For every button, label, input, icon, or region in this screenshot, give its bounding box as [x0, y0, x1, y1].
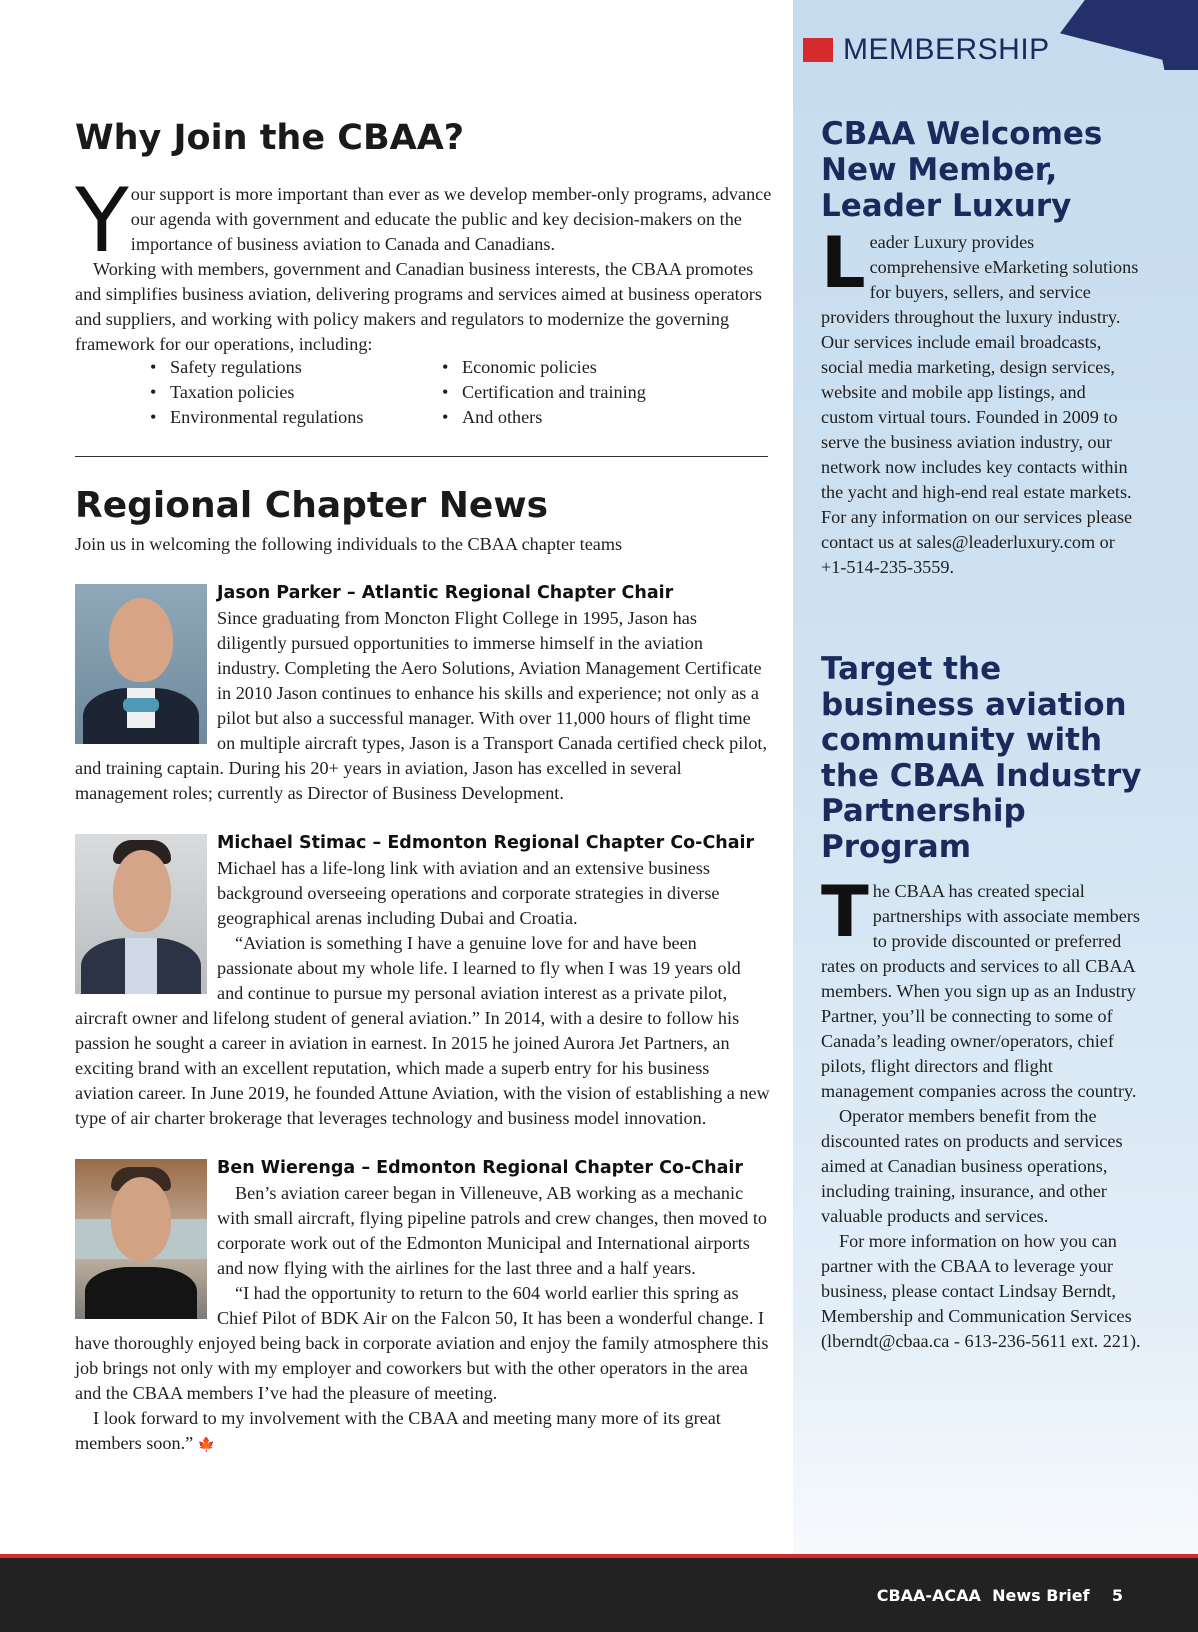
person-bio — [75, 1406, 770, 1458]
article-paragraph: For more information on how you can partner with the CBAA to leverage your business, please contact Lindsay Berndt, Membership and Communication Services (lberndt@cbaa.ca - 613-236-5611 ext. 221). — [821, 1231, 1141, 1351]
bullet-dot-icon: • — [442, 407, 449, 427]
person-entry — [75, 581, 770, 806]
bullet-text: And others — [462, 407, 543, 427]
section-label: MEMBERSHIP — [843, 33, 1050, 66]
person-photo — [75, 1159, 207, 1319]
title-line: Target the — [821, 651, 1002, 687]
red-square-icon — [803, 38, 833, 62]
why-join-body — [75, 169, 775, 357]
regional-news-intro: Join us in welcoming the following individuals to the CBAA chapter teams — [75, 534, 623, 554]
article-paragraph: Operator members benefit from the discounted rates on products and services aimed at Canadian business operations, including training, insurance, and other valuable products and services. — [821, 1106, 1123, 1226]
person-photo — [75, 584, 207, 744]
person-bio: Ben’s aviation career began in Villeneuve, AB working as a mechanic with small aircraft, flying pipeline patrols and crew changes, then moved to corporate work out of the Edmonton Municipal and International airports and now flying with the airlines for the last three and a half years. — [217, 1183, 768, 1278]
bullet-item — [442, 405, 712, 430]
bullet-item — [150, 380, 442, 405]
bullet-text: Economic policies — [462, 357, 597, 377]
title-line: the CBAA Industry — [821, 757, 1142, 794]
bullet-list — [150, 355, 710, 430]
bullet-dot-icon: • — [150, 382, 157, 402]
bullet-item — [442, 355, 712, 380]
person-bio: “Aviation is something I have a genuine love for and have been passionate about my whole life. I learned to fly when I was 19 years old and continue to pursue my personal aviation interest as a private pilot, aircraft owner and lifelong student of general aviation.” In 2014, with a desire to follow his passion he sought a career in aviation in earnest. In 2015 he joined Aurora Jet Partners, an exciting brand with an excellent reputation, which made a superb entry for his business aviation career. In June 2019, he founded Attune Aviation, with the vision of establishing a new type of air charter brokerage that leverages technology and business model innovation. — [75, 933, 770, 1128]
drop-cap: L — [821, 222, 866, 304]
why-join-title: Why Join the CBAA? — [75, 118, 465, 158]
why-join-paragraph: our support is more important than ever as we develop member-only programs, advance our agenda with government and educate the public and key decision-makers on the importance of business aviation to Canada and Canadians. — [130, 184, 772, 254]
bullet-text: Certification and training — [462, 382, 646, 402]
bullet-item — [150, 405, 442, 430]
bullet-dot-icon: • — [150, 357, 157, 377]
drop-cap: T — [821, 871, 869, 953]
title-line: Leader Luxury — [821, 188, 1072, 224]
title-line: community with — [821, 722, 1103, 758]
section-tag — [803, 34, 1050, 66]
person-photo — [75, 834, 207, 994]
sidebar-article1-title — [821, 116, 1161, 224]
person-name: Michael Stimac – Edmonton Regional Chapter Co-Chair — [217, 833, 755, 853]
bullet-dot-icon: • — [442, 357, 449, 377]
title-line: Program — [821, 828, 972, 865]
article-paragraph: he CBAA has created special partnerships with associate members to provide discounted or preferred rates on products and services to all CBAA members. When you sign up as an Industry Partner, you’ll be connecting to some of Canada’s leading owner/operators, chief pilots, flight directors and flight management companies across the country. — [821, 881, 1140, 1101]
bullet-text: Safety regulations — [170, 357, 302, 377]
bullet-text: Environmental regulations — [170, 407, 364, 427]
bullet-text: Taxation policies — [170, 382, 295, 402]
person-entry — [75, 1156, 770, 1458]
sidebar-article2-body — [821, 871, 1141, 1354]
person-bio: Since graduating from Moncton Flight College in 1995, Jason has diligently pursued opportunities to immerse himself in the aviation industry. Completing the Aero Solutions, Aviation Management Certificate in 2010 Jason continues to enhance his skills and experience; not only as a pilot but also a successful manager. With over 11,000 hours of flight time on multiple aircraft types, Jason is a Transport Canada certified check pilot, and training captain. During his 20+ years in aviation, Jason has excelled in several management roles; currently as Director of Business Development. — [75, 608, 768, 803]
bullet-dot-icon: • — [442, 382, 449, 402]
person-name: Ben Wierenga – Edmonton Regional Chapter Co-Chair — [217, 1158, 744, 1178]
bullet-item — [442, 380, 712, 405]
bullet-item — [150, 355, 442, 380]
regional-news-title: Regional Chapter News — [75, 485, 549, 526]
footer-text — [877, 1586, 1123, 1605]
title-line: Partnership — [821, 793, 1026, 829]
page-number: 5 — [1111, 1586, 1123, 1605]
person-bio-text: I look forward to my involvement with the CBAA and meeting many more of its great members soon.” — [75, 1408, 721, 1453]
publication-name: CBAA-ACAA News Brief — [876, 1586, 1090, 1605]
section-divider — [75, 456, 768, 457]
page-footer — [0, 1558, 1198, 1632]
title-line: New Member, — [821, 152, 1058, 188]
bullet-dot-icon: • — [150, 407, 157, 427]
why-join-paragraph: Working with members, government and Canadian business interests, the CBAA promotes and simplifies business aviation, delivering programs and services aimed at business operators and suppliers, and working with policy makers and regulators to modernize the governing framework for our operations, including: — [75, 259, 762, 354]
article-paragraph: eader Luxury provides comprehensive eMarketing solutions for buyers, sellers, and service providers throughout the luxury industry. Our services include email broadcasts, social media marketing, design services, website and mobile app listings, and custom virtual tours. Founded in 2009 to serve the business aviation industry, our network now includes key contacts within the yacht and high-end real estate markets. For any information on our services please contact us at sales@leaderluxury.com or +1-514-235-3559. — [821, 232, 1139, 577]
person-bio: “I had the opportunity to return to the 604 world earlier this spring as Chief Pilot of BDK Air on the Falcon 50, It has been a wonderful change. I have thoroughly enjoyed being back in corporate aviation and enjoy the family atmosphere this job brings not only with my employer and coworkers but with the other operators in the area and the CBAA members I’ve had the pleasure of meeting. — [75, 1283, 769, 1403]
drop-cap: Y — [75, 169, 129, 272]
person-bio: Michael has a life-long link with aviation and an extensive business background overseeing operations and corporate strategies in diverse geographical arenas including Dubai and Croatia. — [217, 858, 720, 928]
sidebar-article1-body — [821, 222, 1141, 580]
maple-leaf-icon: 🍁 — [197, 1438, 216, 1453]
title-line: business aviation — [821, 686, 1127, 723]
sidebar-article2-title — [821, 652, 1161, 865]
person-name: Jason Parker – Atlantic Regional Chapter Chair — [217, 583, 674, 603]
title-line: CBAA Welcomes — [821, 116, 1103, 152]
person-entry — [75, 831, 770, 1131]
